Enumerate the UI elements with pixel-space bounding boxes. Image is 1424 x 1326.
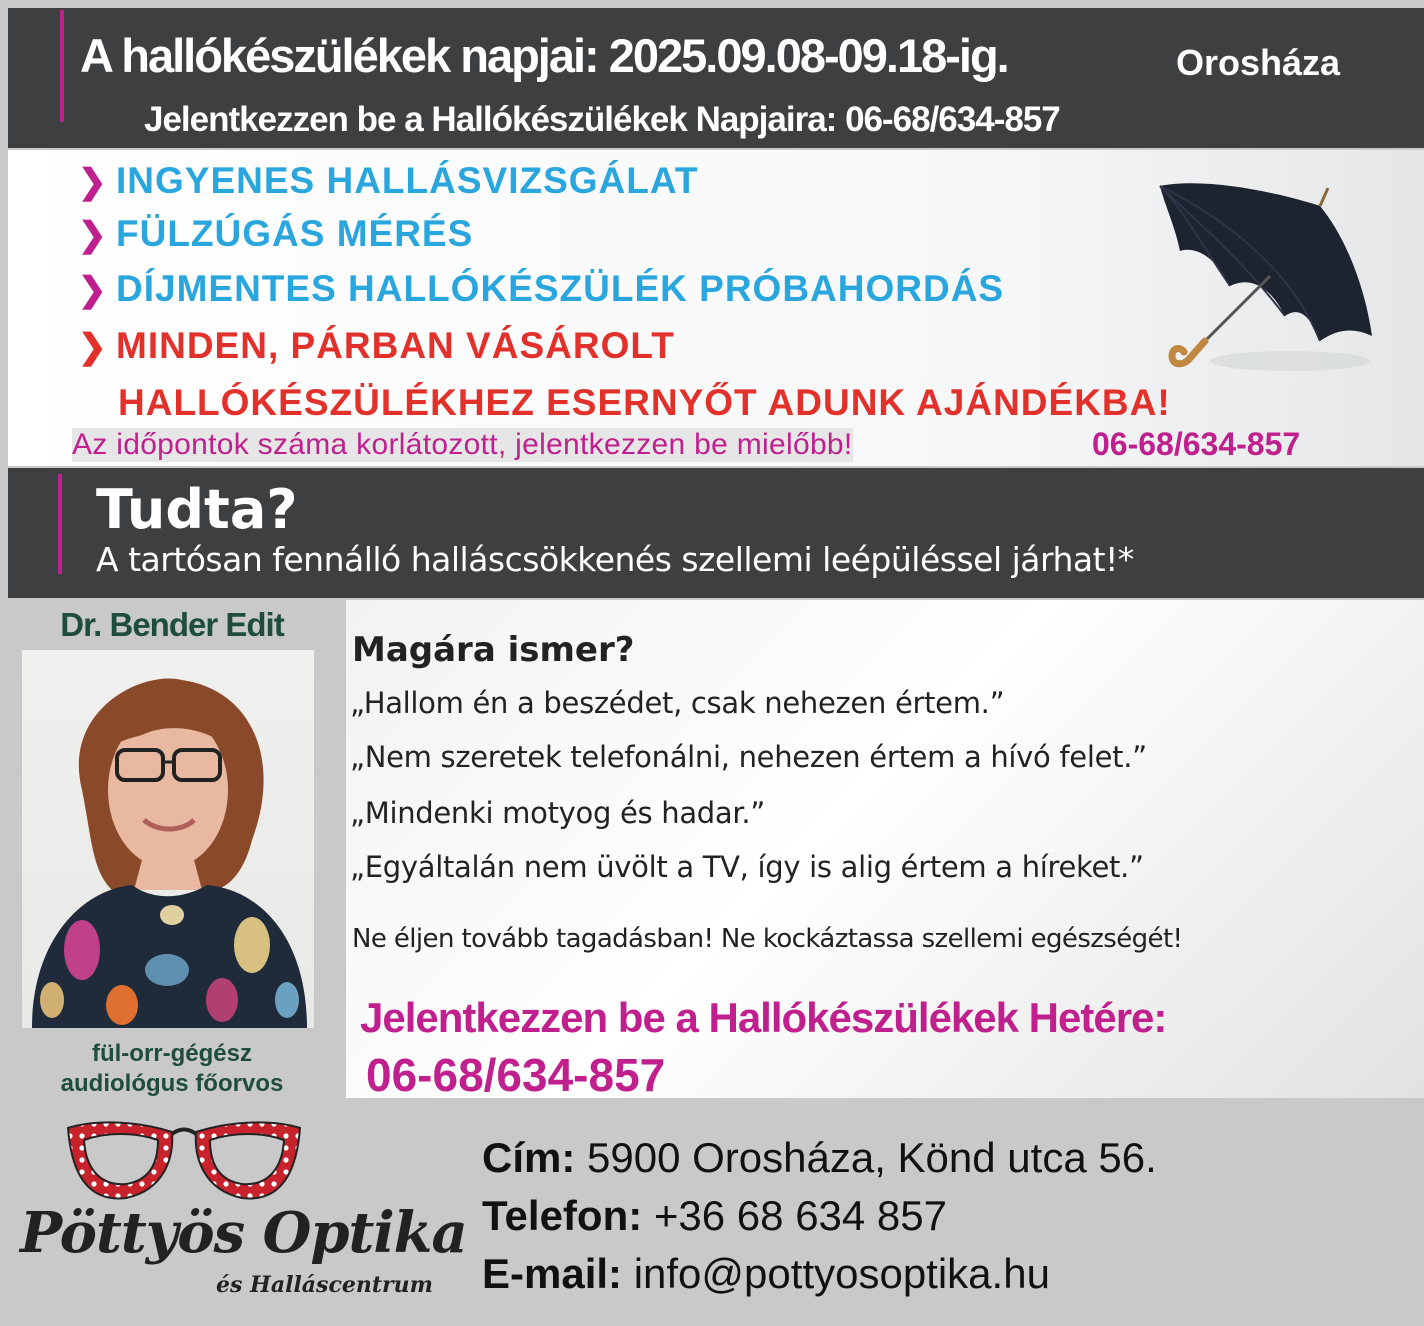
- offer-item-label: FÜLZÚGÁS MÉRÉS: [116, 213, 474, 254]
- limit-notice: Az időpontok száma korlátozott, jelentkezzen be mielőbb!: [72, 428, 853, 461]
- umbrella-icon: [1150, 176, 1380, 376]
- chevron-right-icon: ❯: [78, 216, 108, 254]
- doctor-specialty: fül-orr-gégész: [91, 1040, 252, 1067]
- quote-item: „Egyáltalán nem üvölt a TV, így is alig értem a híreket.”: [350, 850, 1144, 884]
- chevron-right-icon: ❯: [78, 163, 108, 201]
- subheadline: Jelentkezzen be a Hallókészülékek Napjaira: 06-68/634-857: [144, 100, 1060, 139]
- warning-text: Ne éljen tovább tagadásban! Ne kockáztassa szellemi egészségét!: [352, 924, 1183, 954]
- address-value: 5900 Orosháza, Könd utca 56.: [587, 1134, 1157, 1181]
- gift-item: [78, 325, 675, 367]
- contact-phone: [482, 1192, 947, 1240]
- doctor-name: Dr. Bender Edit: [60, 606, 284, 643]
- contact-address: [482, 1134, 1157, 1182]
- logo-name: Pöttyös Optika: [20, 1200, 467, 1266]
- quote-item: „Hallom én a beszédet, csak nehezen értem.”: [350, 686, 1005, 720]
- quotes-title: Magára ismer?: [352, 630, 635, 670]
- offer-item-label: DÍJMENTES HALLÓKÉSZÜLÉK PRÓBAHORDÁS: [116, 268, 1005, 309]
- gift-line-1: MINDEN, PÁRBAN VÁSÁROLT: [116, 325, 675, 366]
- limit-phone[interactable]: 06-68/634-857: [1092, 426, 1301, 462]
- address-label: Cím:: [482, 1134, 576, 1181]
- email-label: E-mail:: [482, 1250, 623, 1297]
- header-accent-bar: [60, 10, 64, 122]
- headline: A hallókészülékek napjai: 2025.09.08-09.18-ig.: [80, 29, 1008, 82]
- doctor-position: audiológus főorvos: [60, 1070, 284, 1097]
- chevron-right-icon: ❯: [78, 271, 108, 309]
- signup-text: Jelentkezzen be a Hallókészülékek Hetére:: [360, 994, 1167, 1041]
- signup-phone[interactable]: 06-68/634-857: [366, 1049, 666, 1101]
- email-value[interactable]: info@pottyosoptika.hu: [633, 1250, 1050, 1297]
- offer-item: [78, 268, 1004, 310]
- quote-item: „Nem szeretek telefonálni, nehezen értem a hívó felet.”: [350, 740, 1147, 774]
- gift-line-2: HALLÓKÉSZÜLÉKHEZ ESERNYŐT ADUNK AJÁNDÉKBA!: [118, 382, 1171, 423]
- offer-item: [78, 213, 473, 255]
- chevron-right-icon: ❯: [78, 328, 108, 366]
- offer-item-label: INGYENES HALLÁSVIZSGÁLAT: [116, 160, 699, 201]
- contact-email: [482, 1250, 1050, 1298]
- offer-item: [78, 160, 698, 202]
- glasses-icon: [64, 1118, 304, 1208]
- phone-value[interactable]: +36 68 634 857: [653, 1192, 948, 1239]
- quote-item: „Mindenki motyog és hadar.”: [350, 796, 765, 830]
- doctor-photo: [22, 650, 314, 1028]
- info-accent-bar: [58, 474, 62, 574]
- info-title: Tudta?: [96, 478, 298, 541]
- logo-subtitle: és Halláscentrum: [216, 1272, 433, 1298]
- phone-label: Telefon:: [482, 1192, 643, 1239]
- info-text: A tartósan fennálló halláscsökkenés szellemi leépüléssel járhat!*: [96, 540, 1134, 579]
- headline-city: Orosháza: [1176, 42, 1341, 83]
